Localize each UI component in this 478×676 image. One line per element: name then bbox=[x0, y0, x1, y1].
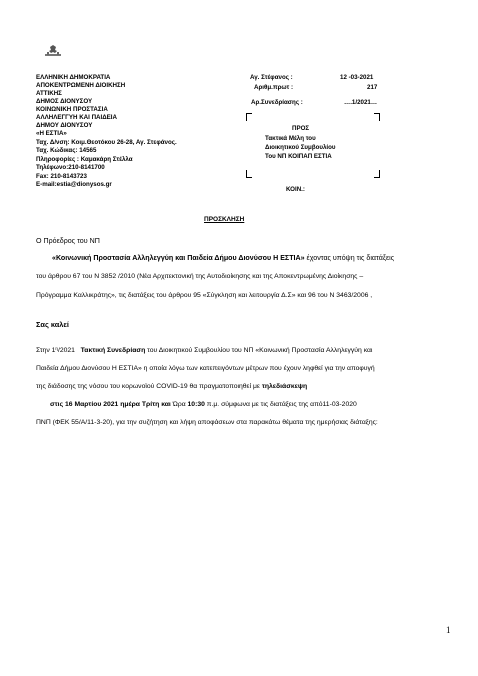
paragraph-line: ΠΝΠ (ΦΕΚ 55/Α/11-3-20), για την συζήτηση και λήψη αποφάσεων στα παρακάτω θέματα της ημερήσιας διάταξης: bbox=[36, 419, 378, 426]
sender-line: ΑΛΛΗΛΕΓΓΥΗ ΚΑΙ ΠΑΙΔΕΙΑ bbox=[36, 114, 117, 121]
intro-line: Ο Πρόεδρος του ΝΠ bbox=[36, 237, 100, 245]
meeting-mode: τηλεδιάσκεψη bbox=[261, 383, 308, 390]
sender-line: Fax: 210-8143723 bbox=[36, 173, 87, 180]
sender-line: Τηλέφωνο:210-8141700 bbox=[36, 164, 105, 171]
paragraph-text: Στην 1 bbox=[36, 347, 56, 354]
document-title: ΠΡΟΣΚΛΗΣΗ bbox=[204, 216, 245, 223]
recipient-line: Του ΝΠ ΚΟΙΠΑΠ ΕΣΤΙΑ bbox=[265, 153, 332, 160]
paragraph-text: Ώρα bbox=[170, 401, 188, 408]
paragraph-text: του Διοικητικού Συμβουλίου του ΝΠ «Κοινωνική Προστασία Αλληλεγγύη και bbox=[145, 347, 373, 354]
sender-line: Ταχ. Κώδικας: 14565 bbox=[36, 147, 97, 154]
page-number: 1 bbox=[446, 625, 451, 635]
sender-line: Ταχ. Δ/νση: Κοιμ.Θεοτόκου 26-28, Αγ. Στεφάνος. bbox=[36, 139, 177, 146]
superscript: η bbox=[55, 346, 58, 351]
intro-line: Πρόγραμμα Καλλικράτης», τις διατάξεις του άρθρου 95 «Σύγκληση και λειτουργία Δ.Σ» και 96 του Ν 3463/2006 , bbox=[36, 292, 373, 299]
address-bracket-bottom-left bbox=[246, 170, 252, 178]
intro-line bbox=[52, 254, 394, 263]
organization-name: «Κοινωνική Προστασία Αλληλεγγύη και Παιδεία Δήμου Διονύσου Η ΕΣΤΙΑ» bbox=[52, 254, 305, 262]
paragraph-line bbox=[50, 400, 357, 409]
intro-line: του άρθρου 67 του Ν 3852 /2010 (Νέα Αρχιτεκτονική της Αυτοδιοίκησης και της Αποκεντρωμένης Διοίκησης – bbox=[36, 273, 364, 280]
paragraph-text: π.μ. σύμφωνα με τις διατάξεις της από11-03-2020 bbox=[204, 401, 357, 408]
paragraph-text: της διάδοσης της νόσου του κορωνοϊού COVID-19 θα πραγματοποιηθεί με bbox=[36, 383, 262, 390]
sender-line: ΔΗΜΟΥ ΔΙΟΝΥΣΟΥ bbox=[36, 122, 93, 129]
call-heading: Σας καλεί bbox=[36, 320, 69, 329]
protocol-label: Αριθμ.πρωτ : bbox=[254, 84, 294, 91]
meeting-type: Τακτική Συνεδρίαση bbox=[80, 347, 146, 354]
sender-line: «Η ΕΣΤΙΑ» bbox=[36, 130, 67, 137]
meeting-value: ….1/2021… bbox=[344, 99, 378, 106]
address-bracket-top-right bbox=[374, 113, 380, 121]
paragraph-line bbox=[36, 346, 372, 355]
sender-line: ΑΤΤΙΚΗΣ bbox=[36, 90, 62, 97]
sender-line: E-mail:estia@dionysos.gr bbox=[36, 181, 112, 188]
protocol-value: 217 bbox=[367, 84, 378, 91]
meeting-label: Αρ.Συνεδρίασης : bbox=[251, 99, 303, 106]
paragraph-line: Παιδεία Δήμου Διονύσου Η ΕΣΤΙΑ» η οποία λόγω των κατεπειγόντων μέτρων που έχουν ληφθεί για την αποφυγή bbox=[36, 365, 375, 372]
coat-of-arms-icon bbox=[43, 44, 63, 58]
sender-line: ΔΗΜΟΣ ΔΙΟΝΥΣΟΥ bbox=[36, 98, 93, 105]
date-label: Αγ. Στέφανος : bbox=[250, 74, 293, 81]
sender-line: ΑΠΟΚΕΝΤΡΩΜΕΝΗ ΔΙΟΙΚΗΣΗ bbox=[36, 82, 126, 89]
sender-line: ΚΟΙΝΩΝΙΚΗ ΠΡΟΣΤΑΣΙΑ bbox=[36, 106, 108, 113]
to-label: ΠΡΟΣ bbox=[292, 125, 310, 132]
paragraph-text: /2021 bbox=[57, 347, 75, 354]
address-bracket-top-left bbox=[246, 113, 252, 121]
recipient-line: Τακτικά Μέλη του bbox=[265, 135, 316, 142]
meeting-date: στις 16 Μαρτίου 2021 ημέρα Τρίτη και bbox=[50, 401, 171, 408]
intro-text: έχοντας υπόψη τις διατάξεις bbox=[304, 254, 395, 262]
recipient-line: Διοικητικού Συμβουλίου bbox=[265, 144, 336, 151]
sender-line: ΕΛΛΗΝΙΚΗ ΔΗΜΟΚΡΑΤΙΑ bbox=[36, 74, 111, 81]
date-value: 12 -03-2021 bbox=[340, 74, 374, 81]
paragraph-line bbox=[36, 382, 307, 391]
meeting-time: 10:30 bbox=[187, 401, 205, 408]
sender-line: Πληροφορίες : Καμακάρη Στέλλα bbox=[36, 156, 133, 163]
cc-label: ΚΟΙΝ.: bbox=[286, 186, 305, 193]
address-bracket-bottom-right bbox=[374, 170, 380, 178]
